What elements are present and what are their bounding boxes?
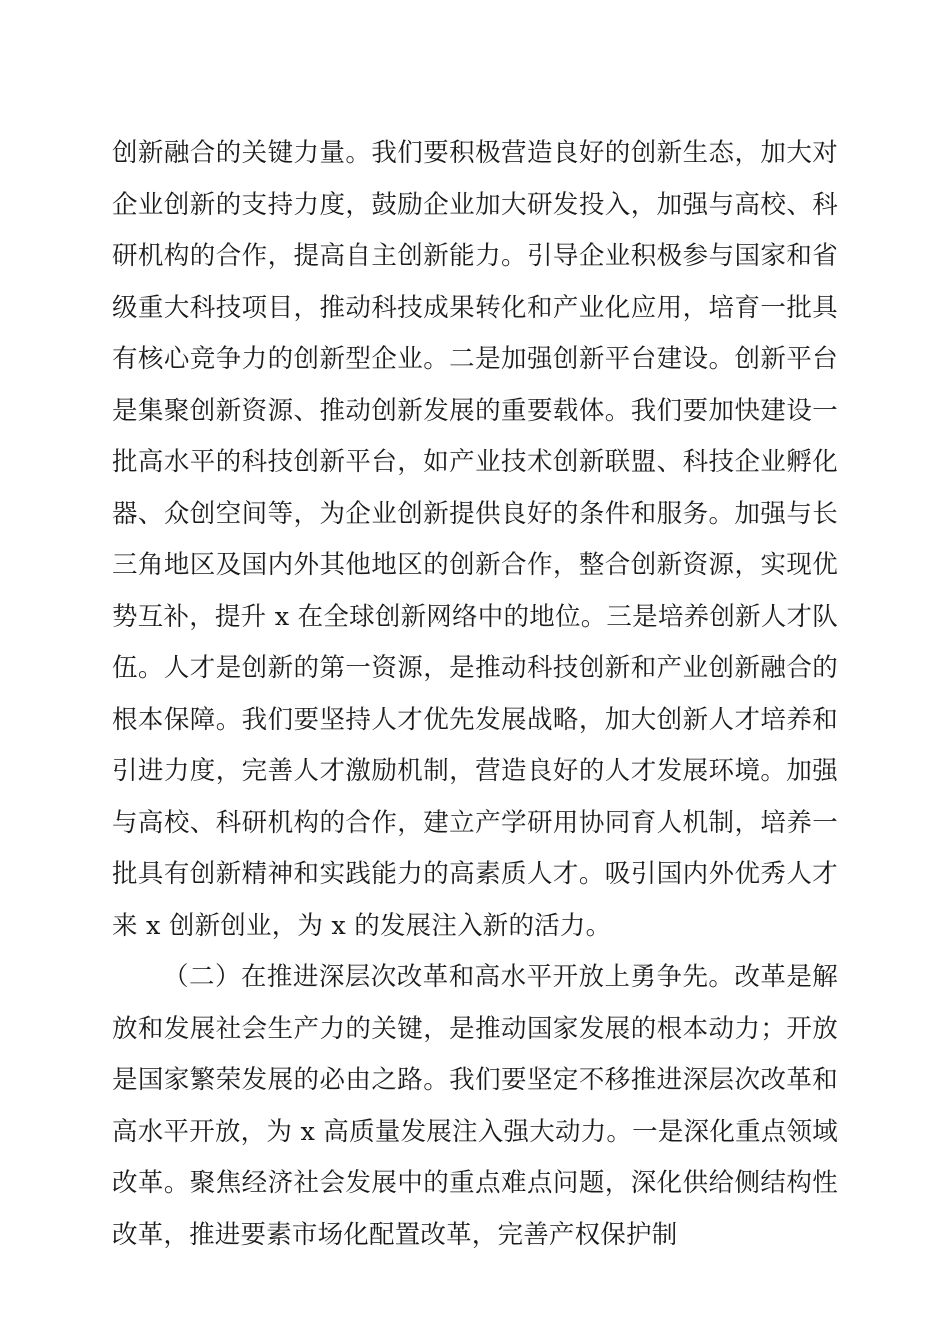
paragraph-continuation: 创新融合的关键力量。我们要积极营造良好的创新生态，加大对企业创新的支持力度，鼓励企业加大研发投入，加强与高校、科研机构的合作，提高自主创新能力。引导企业积极参与国家和省级重大科技项目，推动科技成果转化和产业化应用，培育一批具有核心竞争力的创新型企业。二是加强创新平台建设。创新平台是集聚创新资源、推动创新发展的重要载体。我们要加快建设一批高水平的科技创新平台，如产业技术创新联盟、科技企业孵化器、众创空间等，为企业创新提供良好的条件和服务。加强与长三角地区及国内外其他地区的创新合作，整合创新资源，实现优势互补，提升 x 在全球创新网络中的地位。三是培养创新人才队伍。人才是创新的第一资源，是推动科技创新和产业创新融合的根本保障。我们要坚持人才优先发展战略，加大创新人才培养和引进力度，完善人才激励机制，营造良好的人才发展环境。加强与高校、科研机构的合作，建立产学研用协同育人机制，培养一批具有创新精神和实践能力的高素质人才。吸引国内外优秀人才来 x 创新创业，为 x 的发展注入新的活力。: [112, 138, 838, 941]
document-body: [112, 128, 838, 1261]
paragraph-section-two: （二）在推进深层次改革和高水平开放上勇争先。改革是解放和发展社会生产力的关键，是推动国家发展的根本动力；开放是国家繁荣发展的必由之路。我们要坚定不移推进深层次改革和高水平开放，为 x 高质量发展注入强大动力。一是深化重点领域改革。聚焦经济社会发展中的重点难点问题，深化供给侧结构性改革，推进要素市场化配置改革，完善产权保护制: [112, 962, 838, 1250]
